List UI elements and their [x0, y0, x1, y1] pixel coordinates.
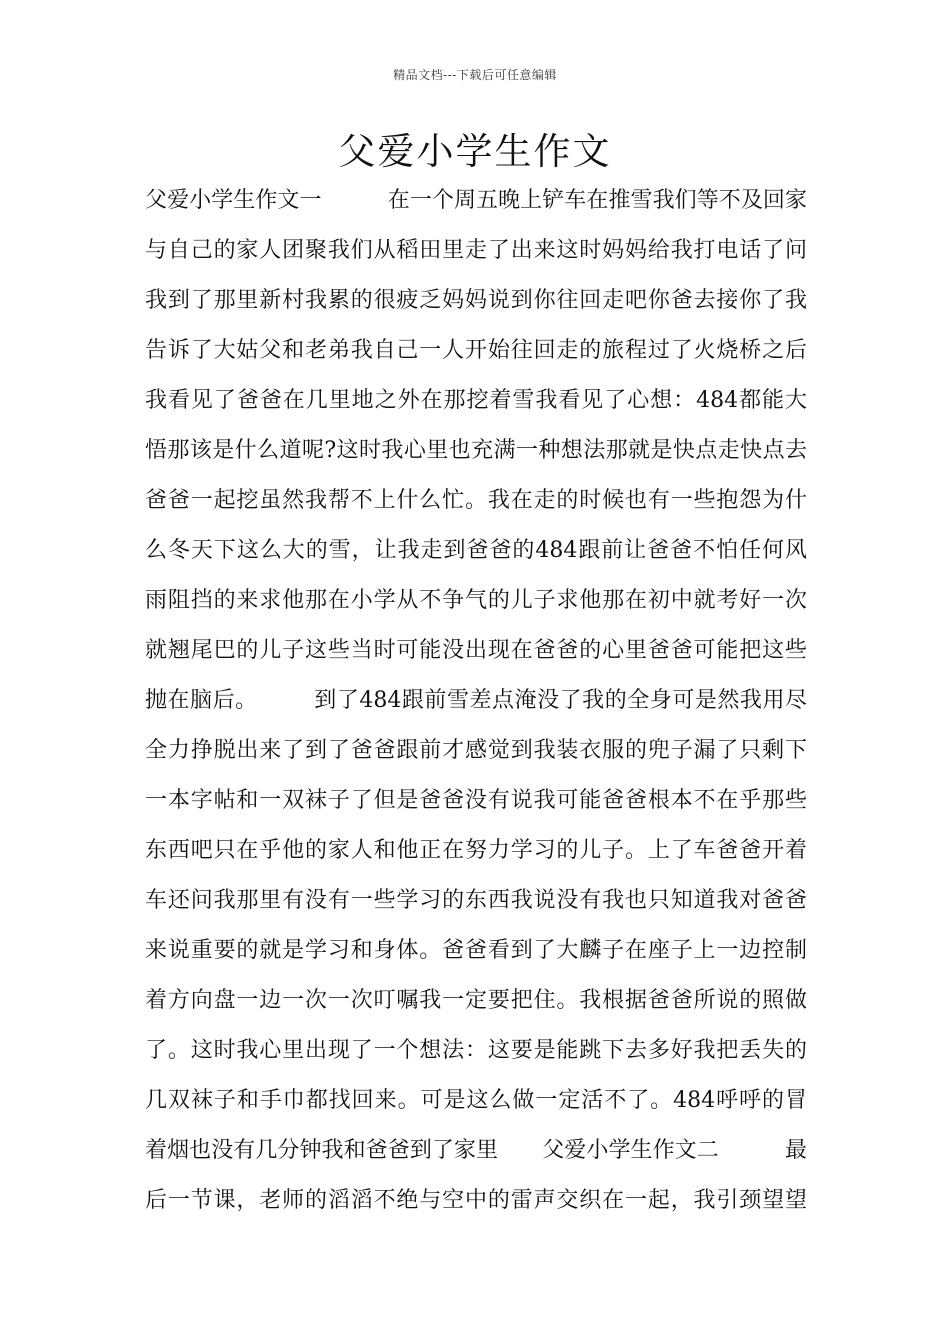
body-line: 几双袜子和手巾都找回来。可是这么做一定活不了。484呼呼的冒: [145, 1088, 807, 1113]
body-line: 抛在脑后。 到了484跟前雪差点淹没了我的全身可是然我用尽: [145, 688, 807, 713]
body-line: 父爱小学生作文一 在一个周五晚上铲车在推雪我们等不及回家: [145, 188, 807, 213]
body-line: 后一节课，老师的滔滔不绝与空中的雷声交织在一起，我引颈望望: [145, 1188, 807, 1213]
body-line: 悟那该是什么道呢?这时我心里也充满一种想法那就是快点走快点去: [145, 438, 807, 463]
body-line: 么冬天下这么大的雪，让我走到爸爸的484跟前让爸爸不怕任何风: [145, 538, 807, 563]
body-line: 就翘尾巴的儿子这些当时可能没出现在爸爸的心里爸爸可能把这些: [145, 638, 807, 663]
body-line: 告诉了大姑父和老弟我自己一人开始往回走的旅程过了火烧桥之后: [145, 338, 807, 363]
body-line: 爸爸一起挖虽然我帮不上什么忙。我在走的时候也有一些抱怨为什: [145, 488, 807, 513]
body-line: 全力挣脱出来了到了爸爸跟前才感觉到我装衣服的兜子漏了只剩下: [145, 738, 807, 763]
body-line: 我看见了爸爸在几里地之外在那挖着雪我看见了心想：484都能大: [145, 388, 807, 413]
body-line: 着烟也没有几分钟我和爸爸到了家里 父爱小学生作文二 最: [145, 1138, 807, 1163]
body-line: 车还问我那里有没有一些学习的东西我说没有我也只知道我对爸爸: [145, 888, 807, 913]
header-note: 精品文档---下载后可任意编辑: [393, 68, 557, 82]
document-title: 父爱小学生作文: [338, 130, 612, 173]
body-line: 着方向盘一边一次一次叮嘱我一定要把住。我根据爸爸所说的照做: [145, 988, 807, 1013]
body-line: 一本字帖和一双袜子了但是爸爸没有说我可能爸爸根本不在乎那些: [145, 788, 807, 813]
body-line: 来说重要的就是学习和身体。爸爸看到了大麟子在座子上一边控制: [145, 938, 807, 963]
body-line: 雨阻挡的来求他那在小学从不争气的儿子求他那在初中就考好一次: [145, 588, 807, 613]
body-line: 我到了那里新村我累的很疲乏妈妈说到你往回走吧你爸去接你了我: [145, 288, 807, 313]
body-line: 与自己的家人团聚我们从稻田里走了出来这时妈妈给我打电话了问: [145, 238, 807, 263]
body-line: 东西吧只在乎他的家人和他正在努力学习的儿子。上了车爸爸开着: [145, 838, 807, 863]
essay-body: [145, 176, 807, 1226]
body-line: 了。这时我心里出现了一个想法：这要是能跳下去多好我把丢失的: [145, 1038, 807, 1063]
